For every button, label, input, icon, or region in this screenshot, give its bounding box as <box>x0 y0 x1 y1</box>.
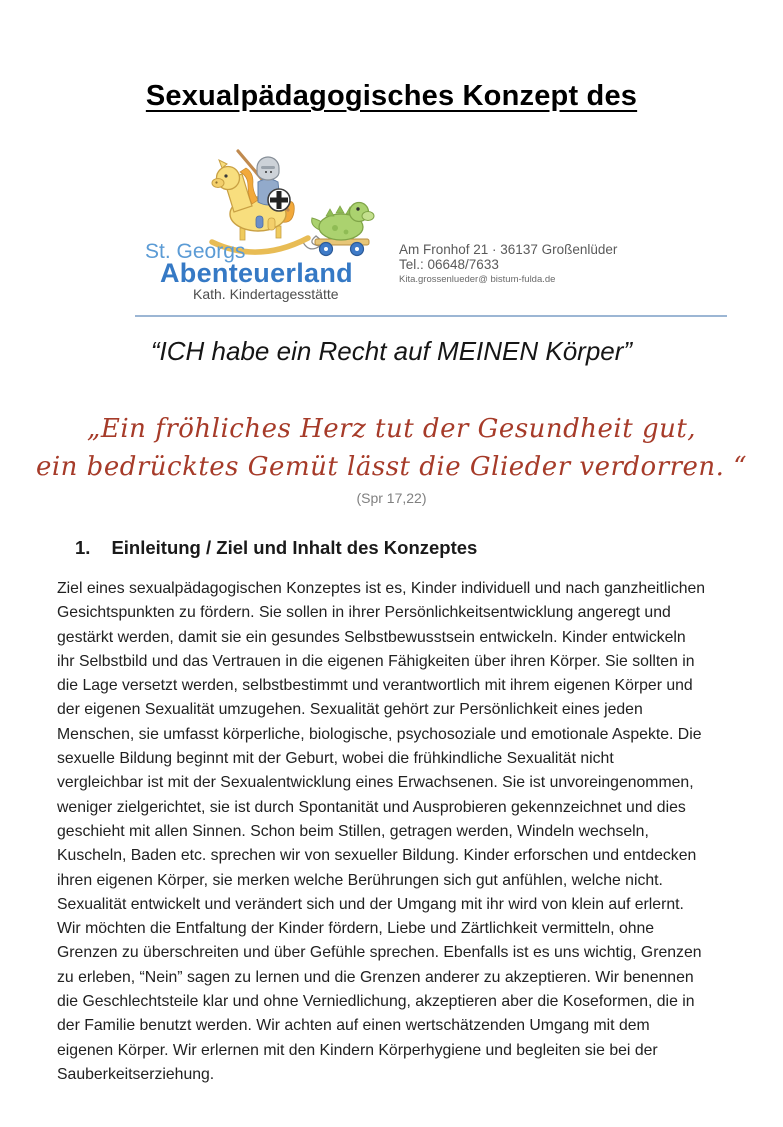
body-text-line: die Lage versetzt werden, selbstbestimmt und verantwortlich mit ihrem eigenen Körper und <box>57 677 693 695</box>
document-title: Sexualpädagogisches Konzept des <box>145 80 638 112</box>
body-text-line: Kuscheln, Baden etc. sprechen wir von sexueller Bildung. Kinder erforschen und entdecken <box>57 847 697 865</box>
section-heading-label: Einleitung / Ziel und Inhalt des Konzeptes <box>111 537 478 558</box>
body-text-line: sexuelle Bildung beginnt mit der Geburt, wobei die frühkindliche Sexualität nicht <box>57 750 614 768</box>
logo-org-subtitle: Kath. Kindertagesstätte <box>193 286 339 302</box>
body-text-line: geschieht mit allen Sinnen. Schon beim Stillen, getragen werden, Windeln wechseln, <box>57 822 649 840</box>
body-text-line: Wir möchten die Entfaltung der Kinder fördern, Liebe und Zärtlichkeit vermitteln, ohne <box>57 920 655 938</box>
logo-org-name-top: St. Georgs <box>145 240 246 263</box>
body-text-line: ihr Selbstbild und das Vertrauen in die eigenen Fähigkeiten über ihren Körper. Sie sollten in <box>57 652 695 670</box>
body-text-line: gestärkt werden, damit sie ein gesundes Selbstbewusstsein entwickeln. Kinder entwickeln <box>57 628 686 646</box>
contact-block <box>399 242 617 286</box>
body-text-line: Ziel eines sexualpädagogischen Konzeptes ist es, Kinder individuell und nach ganzheitlichen <box>57 580 706 597</box>
body-text-line: weniger zielgerichtet, sie ist durch Spontanität und Ausprobieren gekennzeichnet und dies <box>57 798 686 816</box>
logo-org-name-main: Abenteuerland <box>160 258 353 288</box>
body-text-line: ihren eigenen Körper, sie merken welche Berührungen sich gut anfühlen, welche nicht. <box>57 871 663 889</box>
body-text-line: Menschen, sie umfasst körperliche, biologische, psychosoziale und emotionale Aspekte. Die <box>57 725 702 743</box>
scripture-quote-line2: ein bedrücktes Gemüt lässt die Glieder verdorren. “ <box>35 452 748 482</box>
contact-address: Am Fronhof 21 · 36137 Großenlüder <box>399 242 618 257</box>
contact-phone: Tel.: 06648/7633 <box>399 257 499 272</box>
scripture-reference: (Spr 17,22) <box>356 490 427 506</box>
section-heading <box>75 537 477 559</box>
body-text-line: eigenen Körper. Wir erlernen mit den Kindern Körperhygiene und begleiten sie bei der <box>57 1041 658 1059</box>
body-text-line: der Familie benutzt werden. Wir achten auf einen wertschätzenden Umgang mit dem <box>57 1017 650 1035</box>
scripture-quote-line1: „Ein fröhliches Herz tut der Gesundheit gut, <box>86 414 697 444</box>
body-text-line: vergleichbar ist mit der Sexualentwicklung eines Erwachsenen. Sie ist unvoreingenommen, <box>57 774 694 792</box>
contact-email: Kita.grossenlueder@ bistum-fulda.de <box>399 274 556 285</box>
body-text-line: der eigenen Sexualität umzugehen. Sexualität gehört zur Persönlichkeit eines jeden <box>57 701 643 719</box>
body-text-line: Sauberkeitserziehung. <box>57 1065 215 1083</box>
body-text-line: die Geschlechtsteile klar und ohne Verniedlichung, akzeptieren aber die Koseformen, die in <box>57 993 695 1011</box>
body-text-line: Sexualität entwickelt und verändert sich und der Umgang mit ihr wird von klein auf erlernt. <box>57 895 684 913</box>
body-paragraph <box>57 577 747 1087</box>
body-text-line: zu erleben, “Nein” sagen zu lernen und die Grenzen anderer zu akzeptieren. Wir benennen <box>57 968 694 986</box>
section-number: 1. <box>75 537 91 558</box>
body-text-line: Grenzen zu überschreiten und über Gefühle sprechen. Ebenfalls ist es uns wichtig, Grenzen <box>57 944 702 962</box>
body-text-line: Gesichtspunkten zu fördern. Sie sollen in ihrer Persönlichkeitsentwicklung angeregt und <box>57 604 671 622</box>
dragon-icon <box>312 203 374 256</box>
main-quote: “ICH habe ein Recht auf MEINEN Körper” <box>150 336 633 366</box>
horizontal-divider <box>135 315 727 317</box>
